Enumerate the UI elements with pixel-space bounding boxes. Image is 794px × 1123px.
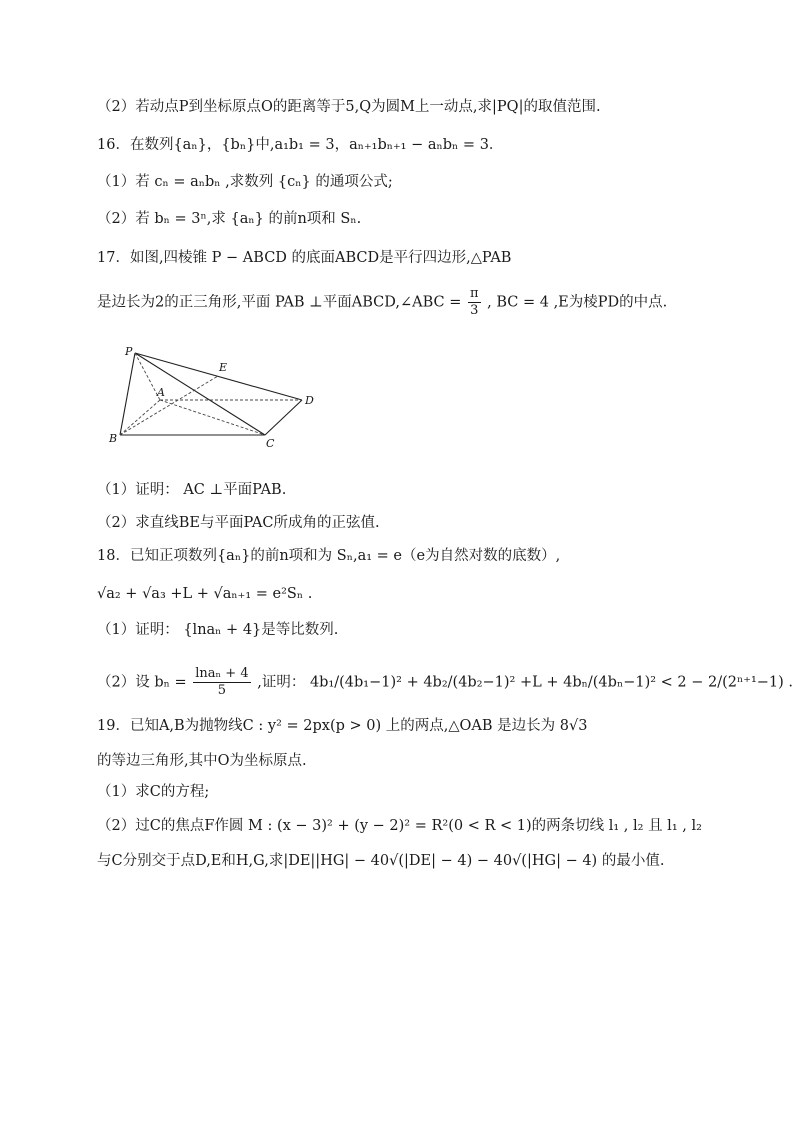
q16-stem-prefix: 16．在数列	[97, 137, 174, 153]
q17-stem2-a: 是边长为2的正三角形,平面 PAB ⊥平面ABCD,∠ABC =	[97, 294, 462, 311]
edge-PC	[135, 353, 265, 435]
bn-fraction-den: 5	[193, 682, 250, 699]
q18-stem-line2: √a₂ + √a₃ +L + √aₙ₊₁ = e²Sₙ .	[97, 586, 313, 602]
label-B: B	[109, 432, 118, 445]
q17-part1: （1）证明： AC ⊥平面PAB.	[97, 482, 287, 498]
label-C: C	[266, 437, 275, 448]
q19-part2-line2: 与C分别交于点D,E和H,G,求|DE||HG| − 40√(|DE| − 4) − 40√(|HG| − 4) 的最小值.	[97, 853, 665, 869]
label-A: A	[157, 386, 165, 399]
q16-cond: a₁b₁ = 3，aₙ₊₁bₙ₊₁ − aₙbₙ = 3．	[274, 137, 504, 153]
q18-part2-sum: 4b₁/(4b₁−1)² + 4b₂/(4b₂−1)² +L + 4bₙ/(4bₙ−1)² < 2 − 2/(2ⁿ⁺¹−1) .	[309, 674, 794, 691]
edge-PB	[120, 353, 135, 435]
q17-stem-line1: 17．如图,四棱锥 P − ABCD 的底面ABCD是平行四边形,△PAB	[97, 250, 512, 266]
q18-part2	[97, 666, 793, 699]
q17-stem-line2	[97, 286, 667, 319]
q16-stem-suffix: 中,	[255, 137, 275, 153]
q19-stem-line1: 19．已知A,B为抛物线C : y² = 2px(p > 0) 上的两点,△OAB 是边长为 8√3	[97, 718, 588, 734]
angle-fraction	[468, 286, 481, 319]
q17-stem2-b: , BC = 4 ,E为棱PD的中点.	[487, 294, 668, 311]
q16-stem	[97, 135, 503, 155]
q18-part2-a: （2）设 bₙ =	[97, 674, 187, 691]
edge-BE	[120, 376, 218, 435]
q17-part2: （2）求直线BE与平面PAC所成角的正弦值.	[97, 515, 380, 531]
angle-fraction-den: 3	[468, 302, 481, 319]
label-E: E	[219, 361, 228, 374]
q18-part1: （1）证明： {lnaₙ + 4}是等比数列.	[97, 622, 339, 638]
q16-part1: （1）若 cₙ = aₙbₙ ,求数列 {cₙ} 的通项公式;	[97, 174, 393, 190]
q15-part2: （2）若动点P到坐标原点O的距离等于5,Q为圆M上一动点,求|PQ|的取值范围.	[97, 99, 601, 115]
q16-part2: （2）若 bₙ = 3ⁿ,求 {aₙ} 的前n项和 Sₙ.	[97, 211, 362, 227]
q19-stem-line2: 的等边三角形,其中O为坐标原点.	[97, 753, 307, 769]
q18-part2-b: ,证明：	[257, 674, 306, 691]
label-D: D	[305, 394, 314, 407]
edge-CD	[265, 400, 302, 435]
bn-fraction-num: lnaₙ + 4	[195, 666, 249, 681]
angle-fraction-num: π	[469, 286, 479, 301]
q19-part1: （1）求C的方程;	[97, 784, 210, 800]
q18-stem-line1: 18．已知正项数列{aₙ}的前n项和为 Sₙ,a₁ = e（e为自然对数的底数）,	[97, 548, 561, 564]
label-P: P	[125, 345, 133, 358]
bn-fraction	[193, 666, 250, 699]
pyramid-figure	[105, 343, 335, 448]
q16-sets: {aₙ}，{bₙ}	[173, 137, 256, 153]
edge-AC	[160, 400, 265, 435]
q19-part2-line1: （2）过C的焦点F作圆 M : (x − 3)² + (y − 2)² = R²(0 < R < 1)的两条切线 l₁ , l₂ 且 l₁ , l₂	[97, 818, 702, 834]
